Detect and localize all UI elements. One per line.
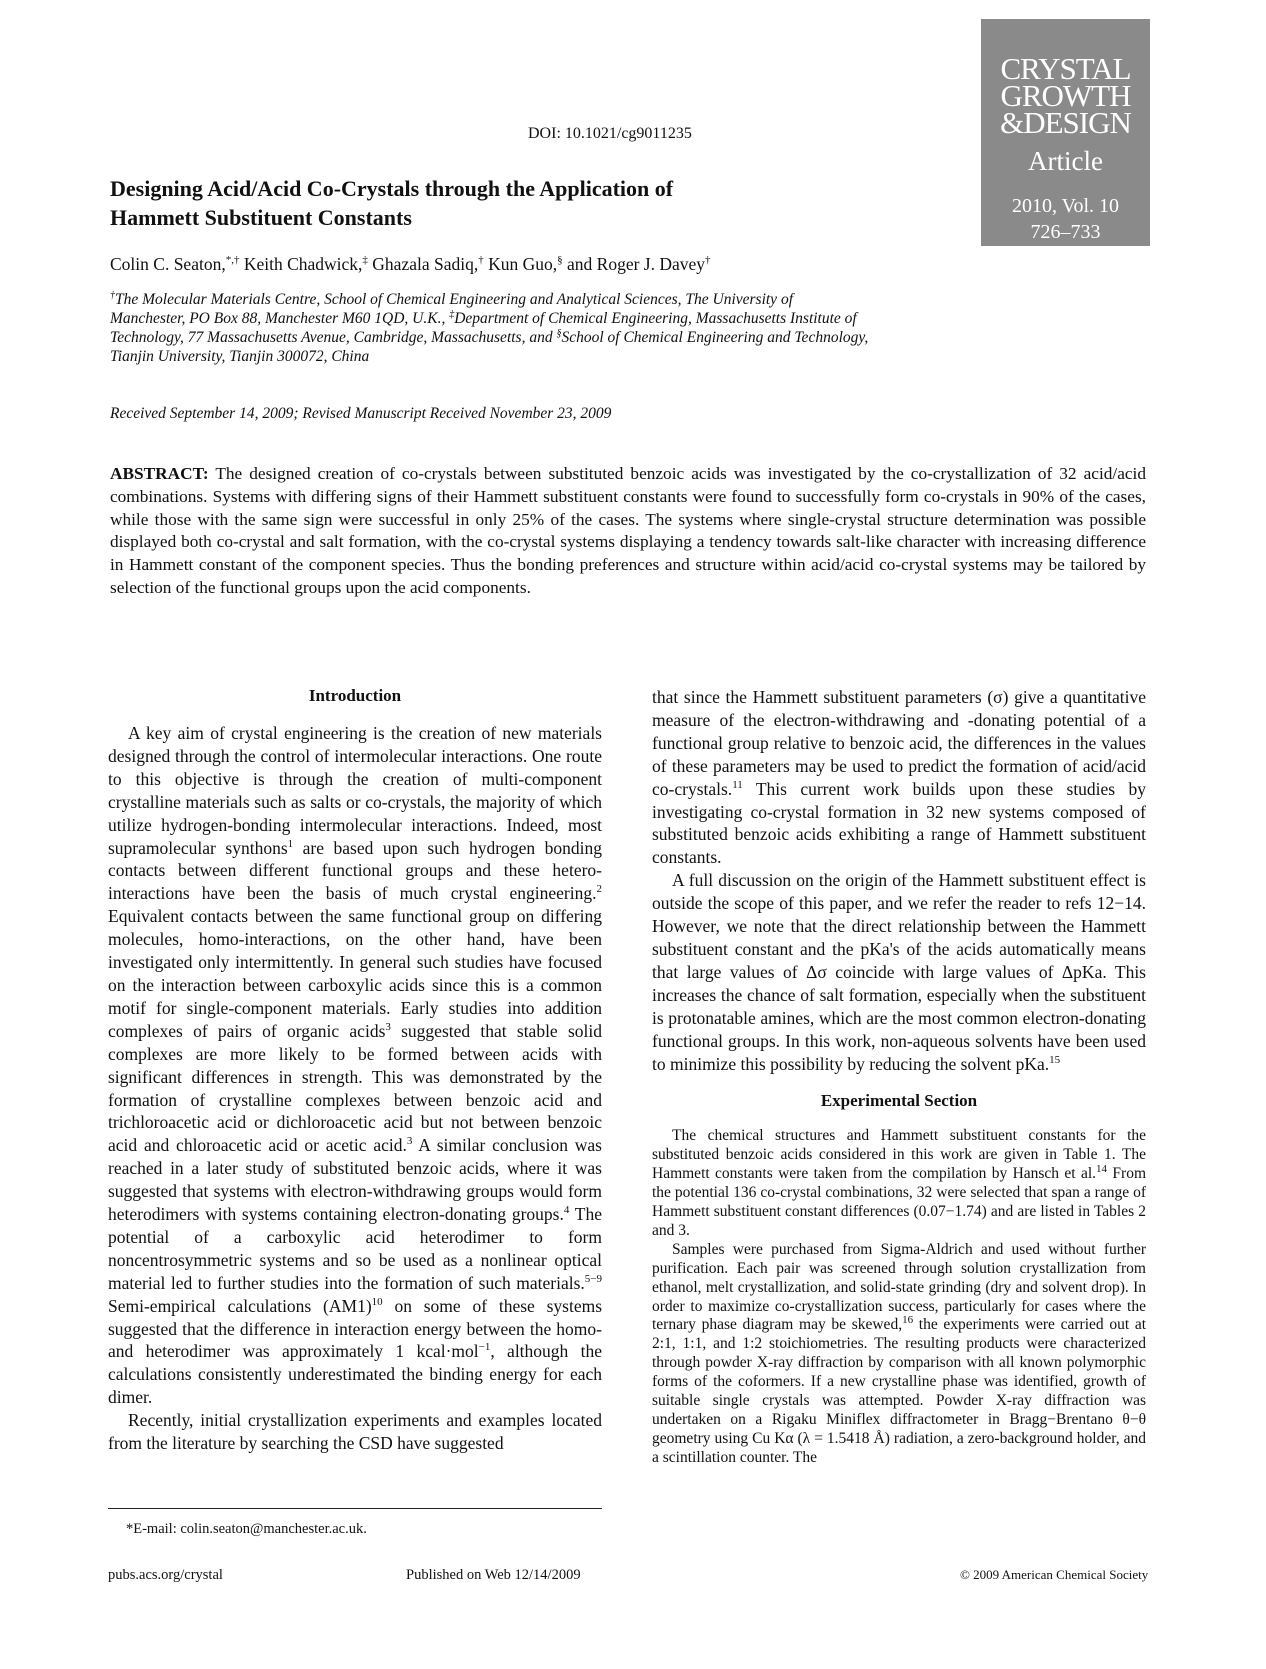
text: Samples were purchased from Sigma-Aldrich and used without further purification. Each pair was screened through solution crystallization from ethanol, melt crystallization, and solid-state grinding (dry and solvent drop). In order to maximize co-crystallization success, particularly for cases where the ternary phase diagram may be skewed, bbox=[652, 1240, 1146, 1334]
paragraph bbox=[108, 722, 602, 1409]
text: Equivalent contacts between the same functional group on differing molecules, homo-interactions, on the other hand, have been investigated only intermittently. In general such studies have focused on the interaction between carboxylic acids since this is a common motif for single-component materials. Early studies into addition complexes of pairs of organic acids bbox=[108, 906, 602, 1041]
citation: 3 bbox=[406, 1135, 413, 1148]
author: Kun Guo, bbox=[483, 254, 558, 274]
abstract-label: ABSTRACT: bbox=[110, 464, 209, 483]
text: that since the Hammett substituent parameters (σ) give a quantitative measure of the electron-withdrawing and -donating potential of a functional group relative to benzoic acid, the differences in the values of these parameters may be used to predict the formation of acid/acid co-crystals. bbox=[652, 687, 1146, 799]
section-heading-introduction: Introduction bbox=[308, 686, 402, 705]
superscript: −1 bbox=[478, 1341, 491, 1354]
text: the experiments were carried out at 2:1, 1:1, and 1:2 stoichiometries. The resulting products were characterized through powder X-ray diffraction by comparison with all known polymorphic forms of the coformers. If a new crystalline phase was identified, growth of suitable single crystals was attempted. Powder X-ray diffraction was undertaken on a Rigaku Miniflex diffractometer in Bragg−Brentano θ−θ geometry using Cu Kα (λ = 1.5418 Å) radiation, a zero-background holder, and a scintillation counter. The bbox=[652, 1316, 1146, 1466]
journal-title-line3: &DESIGN bbox=[1000, 105, 1131, 140]
paragraph: Recently, initial crystallization experiments and examples located from the literature by searching the CSD have suggested bbox=[108, 1410, 602, 1454]
text: , although the calculations consistently underestimated the binding energy for each dimer. bbox=[108, 1341, 602, 1408]
abstract bbox=[110, 463, 1146, 600]
citation: 5−9 bbox=[584, 1272, 602, 1285]
doi: DOI: 10.1021/cg9011235 bbox=[528, 125, 692, 142]
footnote-email: *E-mail: colin.seaton@manchester.ac.uk. bbox=[126, 1521, 367, 1537]
author-mark: *,† bbox=[225, 254, 240, 267]
citation: 4 bbox=[563, 1204, 570, 1217]
author-mark: † bbox=[705, 254, 711, 267]
abstract-text: The designed creation of co-crystals between substituted benzoic acids was investigated by the co-crystallization of 32 acid/acid combinations. Systems with differing signs of their Hammett substituent constants were found to successfully form co-crystals in 90% of the cases, while those with the same sign were successful in only 25% of the cases. The systems where single-crystal structure determination was possible displayed both co-crystal and salt formation, with the co-crystal systems displaying a tendency towards salt-like character with increasing difference in Hammett constant of the component species. Thus the bonding preferences and structure within acid/acid co-crystal systems may be tailored by selection of the functional groups upon the acid components. bbox=[110, 464, 1146, 597]
paper-title: Designing Acid/Acid Co-Crystals through the Application of Hammett Substituent Constants bbox=[110, 176, 674, 230]
right-column bbox=[652, 686, 1146, 1468]
journal-badge bbox=[981, 19, 1150, 246]
journal-title bbox=[981, 51, 1150, 140]
affil-mark: ‡ bbox=[449, 308, 455, 320]
received-dates: Received September 14, 2009; Revised Manuscript Received November 23, 2009 bbox=[110, 405, 612, 422]
author-mark: ‡ bbox=[362, 254, 368, 267]
text: are based upon such hydrogen bonding contacts between different functional groups and these hetero-interactions have been the basis of much crystal engineering. bbox=[108, 837, 602, 904]
citation: 11 bbox=[732, 778, 743, 791]
affil-mark: § bbox=[556, 327, 562, 339]
footer-published: Published on Web 12/14/2009 bbox=[406, 1567, 581, 1583]
text: The chemical structures and Hammett substituent constants for the substituted benzoic acids considered in this work are given in Table 1. The Hammett constants were taken from the compilation by Hansch et al. bbox=[652, 1127, 1146, 1183]
paragraph bbox=[652, 1127, 1146, 1240]
text: A key aim of crystal engineering is the creation of new materials designed through the control of intermolecular interactions. One route to this objective is through the creation of multi-component crystalline materials such as salts or co-crystals, the majority of which utilize hydrogen-bonding intermolecular interactions. Indeed, most supramolecular synthons bbox=[108, 723, 602, 858]
citation: 14 bbox=[1096, 1163, 1108, 1176]
citation: 3 bbox=[385, 1020, 391, 1033]
author: and Roger J. Davey bbox=[562, 254, 706, 274]
affiliation: School of Chemical Engineering and Technology, Tianjin University, Tianjin 300072, China bbox=[110, 329, 869, 365]
author-list bbox=[110, 254, 711, 275]
paragraph bbox=[652, 686, 1146, 869]
affiliation: Department of Chemical Engineering, Massachusetts Institute of Technology, 77 Massachusetts Avenue, Cambridge, Massachusetts, and bbox=[110, 310, 857, 346]
footnote-divider bbox=[108, 1508, 602, 1509]
paragraph bbox=[652, 1241, 1146, 1468]
text: From the potential 136 co-crystal combinations, 32 were selected that span a range of Hammett substituent constant differences (0.07−1.74) and are listed in Tables 2 and 3. bbox=[652, 1165, 1147, 1239]
citation: 1 bbox=[287, 837, 294, 850]
section-heading-experimental: Experimental Section bbox=[820, 1091, 978, 1111]
author: Ghazala Sadiq, bbox=[367, 254, 479, 274]
citation: 16 bbox=[902, 1314, 914, 1327]
text: on some of these systems suggested that the difference in interaction energy between the homo- and heterodimer was approximately 1 kcal·mol bbox=[108, 1295, 603, 1362]
author-mark: § bbox=[557, 254, 563, 267]
article-label: Article bbox=[1028, 146, 1103, 176]
affiliation: The Molecular Materials Centre, School of Chemical Engineering and Analytical Sciences, The University of Manchester, PO Box 88, Manchester M60 1QD, U.K., bbox=[110, 291, 793, 327]
page-range: 726–733 bbox=[1030, 221, 1101, 243]
text: The potential of a carboxylic acid heterodimer to form noncentrosymmetric systems and so be used as a nonlinear optical material led to further studies into the formation of such materials. bbox=[108, 1204, 602, 1293]
author-mark: † bbox=[478, 254, 484, 267]
paragraph bbox=[652, 869, 1146, 1075]
year-volume: 2010, Vol. 10 bbox=[1011, 195, 1120, 217]
text: Semi-empirical calculations (AM1) bbox=[108, 1295, 372, 1316]
left-column bbox=[108, 686, 602, 1455]
text: A similar conclusion was reached in a later study of substituted benzoic acids, where it was suggested that systems with electron-withdrawing groups would form heterodimers with systems containing electron-donating groups. bbox=[108, 1135, 602, 1225]
affiliations bbox=[110, 290, 870, 366]
text: A full discussion on the origin of the Hammett substituent effect is outside the scope of this paper, and we refer the reader to refs 12−14. However, we note that the direct relationship between the Hammett substituent constant and the pKa's of the acids automatically means that large values of Δσ coincide with large values of ΔpKa. This increases the chance of salt formation, especially when the substituent is protonatable amines, which are the most common electron-donating functional groups. In this work, non-aqueous solvents have been used to minimize this possibility by reducing the solvent pKa. bbox=[652, 870, 1146, 1074]
affil-mark: † bbox=[110, 289, 115, 301]
journal-title-line2: GROWTH bbox=[1000, 78, 1131, 113]
author: Colin C. Seaton, bbox=[110, 254, 226, 274]
citation: 10 bbox=[371, 1295, 383, 1308]
text: suggested that stable solid complexes are more likely to be formed between acids with significant differences in strength. This was demonstrated by the formation of crystalline complexes between benzoic acid and trichloroacetic acid or dichloroacetic acid but not between benzoic acid and chloroacetic acid or acetic acid. bbox=[108, 1020, 602, 1156]
text: This current work builds upon these studies by investigating co-crystal formation in 32 new systems composed of substituted benzoic acids exhibiting a range of Hammett substituent constants. bbox=[652, 778, 1146, 868]
citation: 2 bbox=[596, 883, 602, 896]
journal-title-line1: CRYSTAL bbox=[1000, 51, 1131, 86]
author: Keith Chadwick, bbox=[239, 254, 363, 274]
citation: 15 bbox=[1049, 1053, 1061, 1066]
footer-copyright: © 2009 American Chemical Society bbox=[960, 1567, 1149, 1582]
footer-url: pubs.acs.org/crystal bbox=[108, 1567, 223, 1583]
